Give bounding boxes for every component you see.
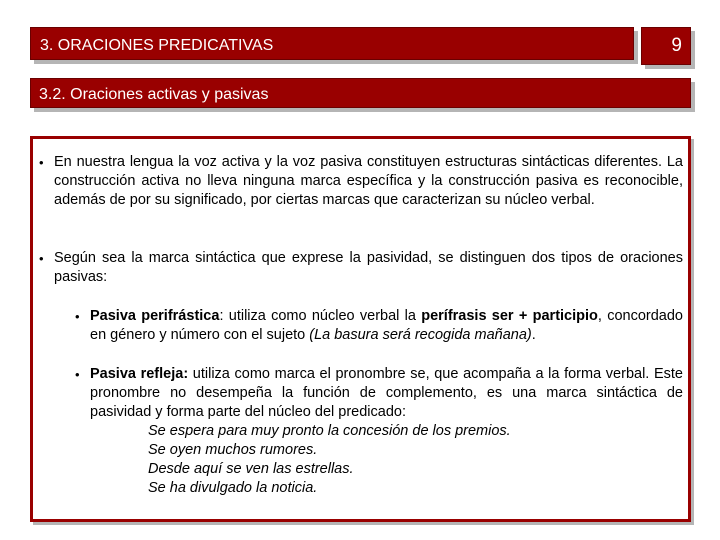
example-sentence: Se ha divulgado la noticia. [148,480,318,496]
bullet-dot: • [75,309,80,324]
bullet-voz-activa-pasiva [39,153,683,210]
term-perifrasis: perífrasis ser + participio [421,308,598,324]
bullet-tipos-pasivas [39,249,683,287]
example-sentence: Se espera para muy pronto la concesión de los premios. [148,423,511,439]
page-number-box [641,27,691,65]
example-sentence: Desde aquí se ven las estrellas. [148,461,354,477]
subsection-title: 3.2. Oraciones activas y pasivas [39,86,269,103]
term-pasiva-refleja: Pasiva refleja: [90,366,189,382]
bullet-text: Pasiva refleja: utiliza como marca el pronombre se, que acompaña a la forma verbal. Este pronombre no desempeña la función de complemento, es una marca sintáctica de pasividad y forma parte del núcleo del predicado: [90,366,683,420]
bullet-text: Pasiva perifrástica: utiliza como núcleo verbal la perífrasis ser + participio, concordado en género y número con el sujeto (La basura será recogida mañana). [90,308,683,343]
section-title: 3. ORACIONES PREDICATIVAS [40,37,274,54]
bullet-pasiva-perifrastica [75,307,683,345]
bullet-dot: • [75,367,80,382]
example-perifrastica: (La basura será recogida mañana) [309,327,532,343]
section-title-bar [30,27,634,60]
bullet-dot: • [39,251,44,266]
bullet-text: En nuestra lengua la voz activa y la voz pasiva constituyen estructuras sintácticas diferentes. La construcción activa no lleva ninguna marca específica y la construcción pasiva es reconocible, además de por su significado, por ciertas marcas que caracterizan su núcleo verbal. [54,154,683,208]
bullet-dot: • [39,155,44,170]
example-sentence: Se oyen muchos rumores. [148,442,318,458]
content-box [30,136,691,522]
page-number: 9 [671,35,682,56]
example-list [148,422,683,498]
bullet-pasiva-refleja [75,365,683,498]
term-pasiva-perifrastica: Pasiva perifrástica [90,308,220,324]
subsection-title-bar [30,78,691,108]
bullet-text: Según sea la marca sintáctica que exprese la pasividad, se distinguen dos tipos de oraciones pasivas: [54,250,683,285]
